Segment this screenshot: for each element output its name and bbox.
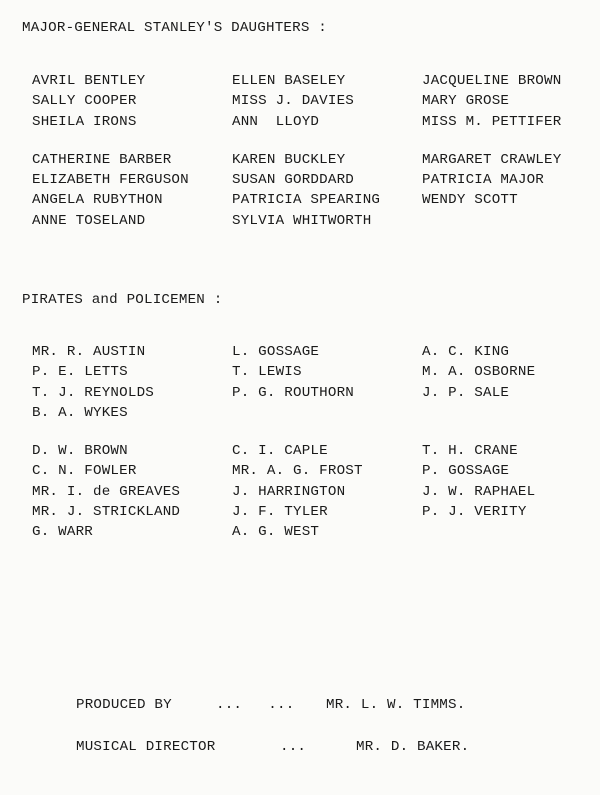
cast-name: P. GOSSAGE	[422, 463, 510, 480]
musical-director-label: MUSICAL DIRECTOR	[76, 739, 216, 755]
cast-name: D. W. BROWN	[32, 443, 128, 460]
cast-name: C. I. CAPLE	[232, 443, 328, 460]
cast-name: MR. A. G. FROST	[232, 463, 363, 480]
cast-name: JACQUELINE BROWN	[422, 73, 562, 89]
cast-name: MARY GROSE	[422, 93, 510, 110]
pirates-heading: PIRATES and POLICEMEN :	[22, 292, 223, 308]
cast-name: J. P. SALE	[422, 384, 510, 401]
pirates-column-1	[32, 342, 180, 543]
cast-name: MISS J. DAVIES	[232, 93, 354, 110]
cast-name: P. E. LETTS	[32, 364, 128, 381]
cast-name: J. W. RAPHAEL	[422, 483, 536, 500]
cast-name: ANGELA RUBYTHON	[32, 192, 163, 209]
cast-name: J. HARRINGTON	[232, 483, 346, 500]
cast-name: AVRIL BENTLEY	[32, 73, 146, 89]
cast-name: T. J. REYNOLDS	[32, 384, 154, 401]
cast-name: ANN LLOYD	[232, 113, 320, 130]
cast-name: MR. R. AUSTIN	[32, 344, 146, 360]
cast-name: MR. I. de GREAVES	[32, 483, 181, 500]
cast-name: ELIZABETH FERGUSON	[32, 172, 189, 189]
cast-name: B. A. WYKES	[32, 404, 128, 421]
daughters-column-2	[232, 71, 380, 231]
cast-name: SUSAN GORDDARD	[232, 172, 354, 189]
cast-name: PATRICIA MAJOR	[422, 172, 544, 189]
producer-name: MR. L. W. TIMMS.	[326, 697, 466, 713]
cast-name: CATHERINE BARBER	[32, 151, 172, 168]
cast-name: MARGARET CRAWLEY	[422, 151, 562, 168]
cast-name: SYLVIA WHITWORTH	[232, 212, 372, 229]
musical-director-dots: ...	[280, 739, 307, 755]
cast-name: KAREN BUCKLEY	[232, 151, 346, 168]
musical-director-credit	[0, 739, 600, 759]
cast-name: PATRICIA SPEARING	[232, 192, 381, 209]
cast-name: SHEILA IRONS	[32, 113, 137, 130]
producer-credit	[0, 697, 600, 717]
pirates-column-3	[422, 342, 535, 522]
cast-name: L. GOSSAGE	[232, 344, 320, 360]
cast-name: SALLY COOPER	[32, 93, 137, 110]
cast-name: MR. J. STRICKLAND	[32, 504, 181, 521]
cast-name: T. H. CRANE	[422, 443, 518, 460]
producer-dots: ... ...	[216, 697, 295, 713]
cast-name: P. J. VERITY	[422, 504, 527, 521]
cast-name: ELLEN BASELEY	[232, 73, 346, 89]
cast-name: C. N. FOWLER	[32, 463, 137, 480]
musical-director-name: MR. D. BAKER.	[356, 739, 470, 755]
cast-name: MISS M. PETTIFER	[422, 113, 562, 130]
cast-name: WENDY SCOTT	[422, 192, 518, 209]
cast-name: A. C. KING	[422, 344, 510, 360]
cast-name: P. G. ROUTHORN	[232, 384, 354, 401]
cast-name: G. WARR	[32, 524, 93, 541]
cast-name: ANNE TOSELAND	[32, 212, 146, 229]
cast-name: T. LEWIS	[232, 364, 302, 381]
cast-name: A. G. WEST	[232, 524, 320, 541]
daughters-column-1	[32, 71, 189, 231]
daughters-heading: MAJOR-GENERAL STANLEY'S DAUGHTERS :	[22, 20, 327, 36]
cast-name: M. A. OSBORNE	[422, 364, 536, 381]
producer-label: PRODUCED BY	[76, 697, 172, 713]
daughters-column-3	[422, 71, 561, 211]
pirates-column-2	[232, 342, 363, 543]
cast-name: J. F. TYLER	[232, 504, 328, 521]
